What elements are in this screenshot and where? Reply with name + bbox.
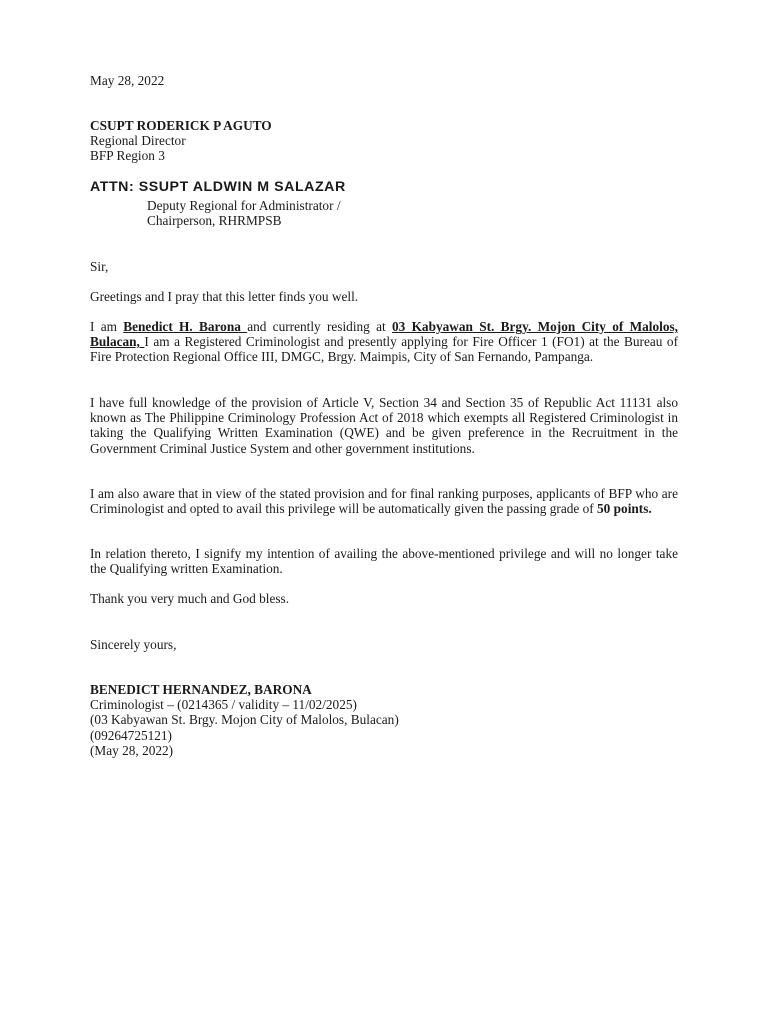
applicant-name: Benedict H. Barona xyxy=(123,319,248,334)
signature-address: (03 Kabyawan St. Brgy. Mojon City of Malolos, Bulacan) xyxy=(90,712,399,728)
signature-name: BENEDICT HERNANDEZ, BARONA xyxy=(90,682,312,697)
recipient-block xyxy=(90,118,678,164)
awareness-paragraph xyxy=(90,486,678,516)
recipient-office: BFP Region 3 xyxy=(90,148,165,164)
intro-rest: I am a Registered Criminologist and presently applying for Fire Officer 1 (FO1) at the Bureau of Fire Protection Regional Office III, DMGC, Brgy. Maimpis, City of San Fernando, Pampanga. xyxy=(90,334,679,365)
salutation: Sir, xyxy=(90,259,109,274)
intro-paragraph xyxy=(90,319,678,365)
recipient-title: Regional Director xyxy=(90,133,186,149)
signature-license: Criminologist – (0214365 / validity – 11/02/2025) xyxy=(90,697,357,713)
awareness-text: I am also aware that in view of the stated provision and for final ranking purposes, applicants of BFP who are Criminologist and opted to avail this privilege will be automatically given the passing grade of xyxy=(90,486,678,517)
greeting-paragraph: Greetings and I pray that this letter finds you well. xyxy=(90,289,359,304)
attention-title-line1: Deputy Regional for Administrator / xyxy=(147,198,341,213)
signature-phone: (09264725121) xyxy=(90,727,172,743)
intention-paragraph: In relation thereto, I signify my intention of availing the above-mentioned privilege and will no longer take the Qualifying written Examination. xyxy=(90,546,678,577)
intro-mid: and currently residing at xyxy=(247,319,392,334)
passing-points: 50 points. xyxy=(597,501,652,517)
attention-line: ATTN: SSUPT ALDWIN M SALAZAR xyxy=(90,179,346,195)
attention-title-block xyxy=(90,198,735,228)
signature-date: (May 28, 2022) xyxy=(90,742,174,758)
attention-title-line2: Chairperson, RHRMPSB xyxy=(147,213,282,229)
thanks-line: Thank you very much and God bless. xyxy=(90,591,290,606)
recipient-name: CSUPT RODERICK P AGUTO xyxy=(90,118,272,133)
knowledge-paragraph: I have full knowledge of the provision of Article V, Section 34 and Section 35 of Republic Act 11131 also known as The Philippine Criminology Profession Act of 2018 which exempts all Registered Criminologist in taking the Qualifying Written Examination (QWE) and be given preference in the Recruitment in the Government Criminal Justice System and other government institutions. xyxy=(90,395,678,456)
closing-line: Sincerely yours, xyxy=(90,637,177,652)
applicant-address: 03 Kabyawan St. Brgy. Mojon City of Malolos, Bulacan, xyxy=(90,319,678,350)
intro-prefix: I am xyxy=(90,319,124,334)
signature-block xyxy=(90,682,678,758)
letter-date: May 28, 2022 xyxy=(90,73,165,88)
